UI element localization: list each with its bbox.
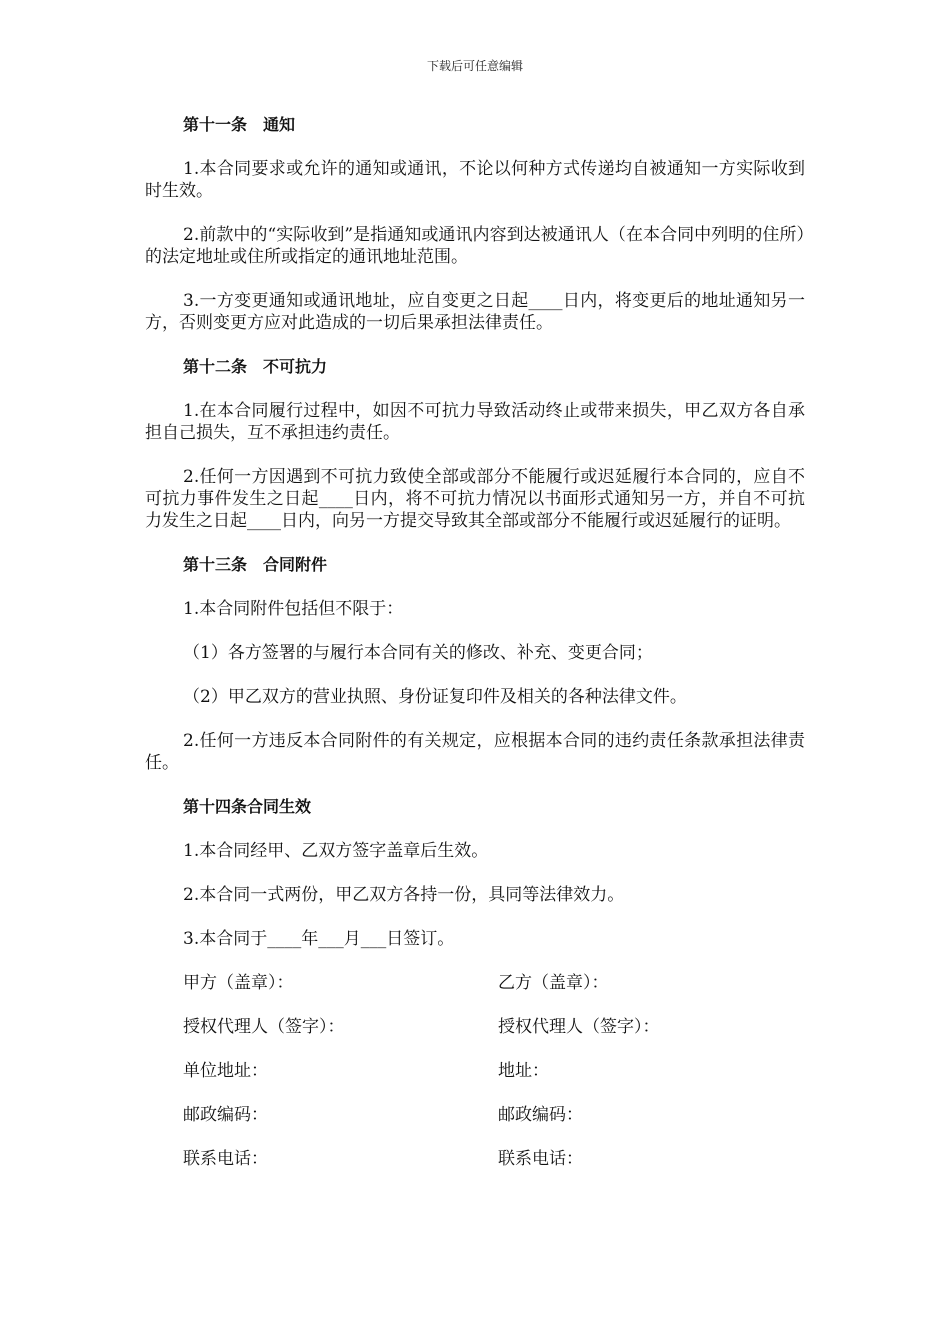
article-12-para-1: 1.在本合同履行过程中，如因不可抗力导致活动终止或带来损失，甲乙双方各自承担自己损失，互不承担违约责任。 bbox=[145, 401, 805, 443]
article-14-title: 第十四条合同生效 bbox=[183, 797, 312, 816]
party-a-address-label: 单位地址： bbox=[183, 1061, 268, 1081]
article-14-para-3: 3.本合同于____年___月___日签订。 bbox=[183, 929, 455, 949]
article-11-para-1: 1.本合同要求或允许的通知或通讯，不论以何种方式传递均自被通知一方实际收到时生效。 bbox=[145, 159, 805, 201]
party-b-agent-label: 授权代理人（签字）： bbox=[498, 1017, 660, 1037]
signature-row-agent bbox=[145, 1016, 805, 1038]
signature-row-seal bbox=[145, 972, 805, 994]
article-14-para-1: 1.本合同经甲、乙双方签字盖章后生效。 bbox=[183, 841, 489, 861]
party-a-postcode-label: 邮政编码： bbox=[183, 1105, 268, 1125]
article-14-para-2: 2.本合同一式两份，甲乙双方各持一份，具同等法律效力。 bbox=[183, 885, 625, 905]
article-13-item-2: （2）甲乙双方的营业执照、身份证复印件及相关的各种法律文件。 bbox=[183, 687, 687, 707]
signature-row-postcode bbox=[145, 1104, 805, 1126]
party-b-seal-label: 乙方（盖章）： bbox=[498, 973, 609, 993]
signature-row-address bbox=[145, 1060, 805, 1082]
article-12-title: 第十二条 不可抗力 bbox=[183, 357, 328, 376]
signature-row-phone bbox=[145, 1148, 805, 1170]
party-b-phone-label: 联系电话： bbox=[498, 1149, 583, 1169]
article-11-para-2: 2.前款中的“实际收到”是指通知或通讯内容到达被通讯人（在本合同中列明的住所）的法定地址或住所或指定的通讯地址范围。 bbox=[145, 225, 805, 267]
party-a-agent-label: 授权代理人（签字）： bbox=[183, 1017, 345, 1037]
article-11-para-3: 3.一方变更通知或通讯地址，应自变更之日起____日内，将变更后的地址通知另一方，否则变更方应对此造成的一切后果承担法律责任。 bbox=[145, 291, 805, 333]
signature-block bbox=[145, 972, 805, 1170]
article-13-para-2: 2.任何一方违反本合同附件的有关规定，应根据本合同的违约责任条款承担法律责任。 bbox=[145, 731, 805, 773]
article-11-title: 第十一条 通知 bbox=[183, 115, 296, 134]
party-b-address-label: 地址： bbox=[498, 1061, 549, 1081]
party-b-postcode-label: 邮政编码： bbox=[498, 1105, 583, 1125]
article-12-para-2: 2.任何一方因遇到不可抗力致使全部或部分不能履行或迟延履行本合同的，应自不可抗力事件发生之日起____日内，将不可抗力情况以书面形式通知另一方，并自不可抗力发生之日起____日内，向另一方提交导致其全部或部分不能履行或迟延履行的证明。 bbox=[145, 467, 805, 531]
party-a-phone-label: 联系电话： bbox=[183, 1149, 268, 1169]
article-13-title: 第十三条 合同附件 bbox=[183, 555, 328, 574]
article-13-item-1: （1）各方签署的与履行本合同有关的修改、补充、变更合同； bbox=[183, 643, 653, 663]
document-body bbox=[145, 114, 805, 1192]
page-header: 下载后可任意编辑 bbox=[426, 59, 523, 73]
party-a-seal-label: 甲方（盖章）： bbox=[183, 973, 294, 993]
article-13-para-1: 1.本合同附件包括但不限于： bbox=[183, 599, 404, 619]
